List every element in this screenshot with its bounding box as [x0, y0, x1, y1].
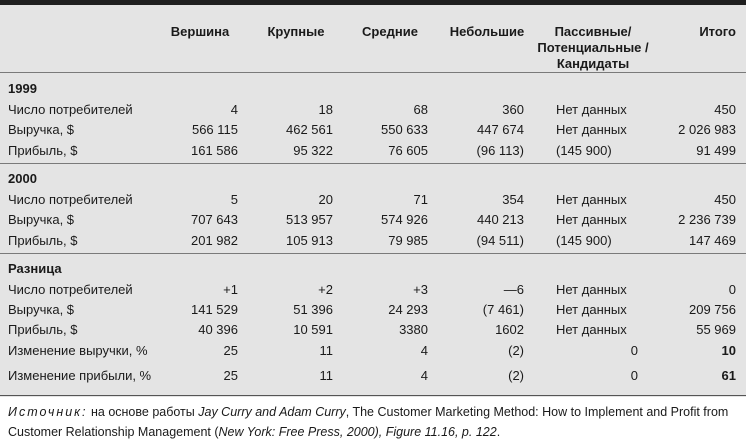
cell: +3 — [413, 282, 428, 297]
row-label: Выручка, $ — [8, 212, 75, 227]
source-end: . — [496, 425, 501, 439]
cell: 513 957 — [286, 212, 333, 227]
row-label: Выручка, $ — [8, 122, 75, 137]
cell: 76 605 — [388, 143, 428, 158]
table-row — [0, 301, 746, 319]
col-header-srednie: Средние — [362, 24, 418, 39]
cell: (2) — [508, 368, 524, 383]
cell: 95 322 — [293, 143, 333, 158]
row-label: Прибыль, $ — [8, 143, 78, 158]
cell: 4 — [420, 343, 428, 358]
cell: (2) — [508, 343, 524, 358]
cell: 68 — [413, 102, 428, 117]
cell: +1 — [223, 282, 238, 297]
cell: 18 — [318, 102, 333, 117]
cell: 10 591 — [293, 322, 333, 337]
section-title-2000: 2000 — [8, 171, 37, 186]
col-header-passivnye-line3: Кандидаты — [556, 56, 630, 71]
cell: (96 113) — [476, 143, 524, 158]
cell: Нет данных — [556, 212, 627, 227]
table-row — [0, 281, 746, 299]
source-authors: Jay Curry and Adam Curry — [198, 405, 346, 419]
table-row — [0, 142, 746, 160]
cell: 0 — [630, 343, 638, 358]
col-header-krupnye: Крупные — [267, 24, 325, 39]
cell: 550 633 — [381, 122, 428, 137]
cell: 11 — [319, 368, 333, 383]
cell: +2 — [318, 282, 333, 297]
cell: 2 236 739 — [678, 212, 736, 227]
row-label: Число потребителей — [8, 192, 133, 207]
cell: —6 — [503, 282, 524, 297]
cell: Нет данных — [556, 122, 627, 137]
table-row — [0, 191, 746, 209]
source-publisher: New York: Free Press, 2000), Figure 11.16, p. 122 — [218, 425, 497, 439]
table-row — [0, 342, 746, 360]
col-header-passivnye-line2: Потенциальные / — [537, 40, 649, 55]
cell: 4 — [420, 368, 428, 383]
row-label: Число потребителей — [8, 282, 133, 297]
cell: (94 511) — [476, 233, 524, 248]
table-row — [0, 367, 746, 385]
row-label: Изменение выручки, % — [8, 343, 148, 358]
col-header-passivnye — [528, 24, 658, 72]
bottom-rule — [0, 395, 746, 396]
cell: 147 469 — [689, 233, 736, 248]
cell: 71 — [413, 192, 428, 207]
cell: Нет данных — [556, 302, 627, 317]
cell: 51 396 — [293, 302, 333, 317]
cell: 79 985 — [388, 233, 428, 248]
cell: 11 — [319, 343, 333, 358]
cell: Нет данных — [556, 322, 627, 337]
col-header-nebolshie: Небольшие — [449, 24, 525, 39]
cell: 4 — [230, 102, 238, 117]
cell: Нет данных — [556, 282, 627, 297]
section-title-difference: Разница — [8, 261, 62, 276]
cell: 5 — [230, 192, 238, 207]
row-label: Число потребителей — [8, 102, 133, 117]
source-lead: Источник: — [8, 405, 88, 419]
data-table — [0, 5, 746, 397]
table-row — [0, 321, 746, 339]
cell: 0 — [728, 282, 736, 297]
row-label: Изменение прибыли, % — [8, 368, 152, 383]
col-header-passivnye-line1: Пассивные/ — [554, 24, 632, 39]
table-row — [0, 121, 746, 139]
section-title-1999: 1999 — [8, 81, 37, 96]
section-rule — [0, 163, 746, 164]
col-header-vershina: Вершина — [170, 24, 230, 39]
row-label: Выручка, $ — [8, 302, 75, 317]
cell: 0 — [630, 368, 638, 383]
row-label: Прибыль, $ — [8, 233, 78, 248]
cell: 574 926 — [381, 212, 428, 227]
cell: 161 586 — [191, 143, 238, 158]
cell: 450 — [714, 192, 736, 207]
table-row — [0, 232, 746, 250]
cell: 440 213 — [477, 212, 524, 227]
cell: 141 529 — [191, 302, 238, 317]
cell: 201 982 — [191, 233, 238, 248]
cell: 209 756 — [689, 302, 736, 317]
cell: (145 900) — [556, 143, 612, 158]
cell: 447 674 — [477, 122, 524, 137]
cell: 566 115 — [191, 122, 238, 137]
cell: 25 — [223, 368, 238, 383]
cell: 20 — [318, 192, 333, 207]
cell: 3380 — [399, 322, 428, 337]
cell: 55 969 — [696, 322, 736, 337]
cell: 707 643 — [191, 212, 238, 227]
source-note — [8, 402, 740, 442]
cell: 61 — [721, 368, 736, 383]
cell: 2 026 983 — [678, 122, 736, 137]
cell: 10 — [721, 343, 736, 358]
source-title: , The Customer Marketing Method: How to Implement and Profit from Customer Relationship Management ( — [8, 405, 729, 439]
row-label: Прибыль, $ — [8, 322, 78, 337]
header-rule — [0, 72, 746, 73]
cell: Нет данных — [556, 102, 627, 117]
cell: 360 — [502, 102, 524, 117]
cell: 24 293 — [388, 302, 428, 317]
cell: (7 461) — [482, 302, 524, 317]
table-row — [0, 211, 746, 229]
cell: 1602 — [495, 322, 524, 337]
cell: 462 561 — [286, 122, 333, 137]
cell: 25 — [223, 343, 238, 358]
table-row — [0, 101, 746, 119]
cell: (145 900) — [556, 233, 612, 248]
section-rule — [0, 253, 746, 254]
source-text: на основе работы — [87, 405, 199, 419]
cell: 105 913 — [286, 233, 333, 248]
col-header-itogo: Итого — [699, 24, 736, 39]
cell: 91 499 — [696, 143, 736, 158]
cell: 354 — [502, 192, 524, 207]
cell: 40 396 — [198, 322, 238, 337]
cell: Нет данных — [556, 192, 627, 207]
cell: 450 — [714, 102, 736, 117]
